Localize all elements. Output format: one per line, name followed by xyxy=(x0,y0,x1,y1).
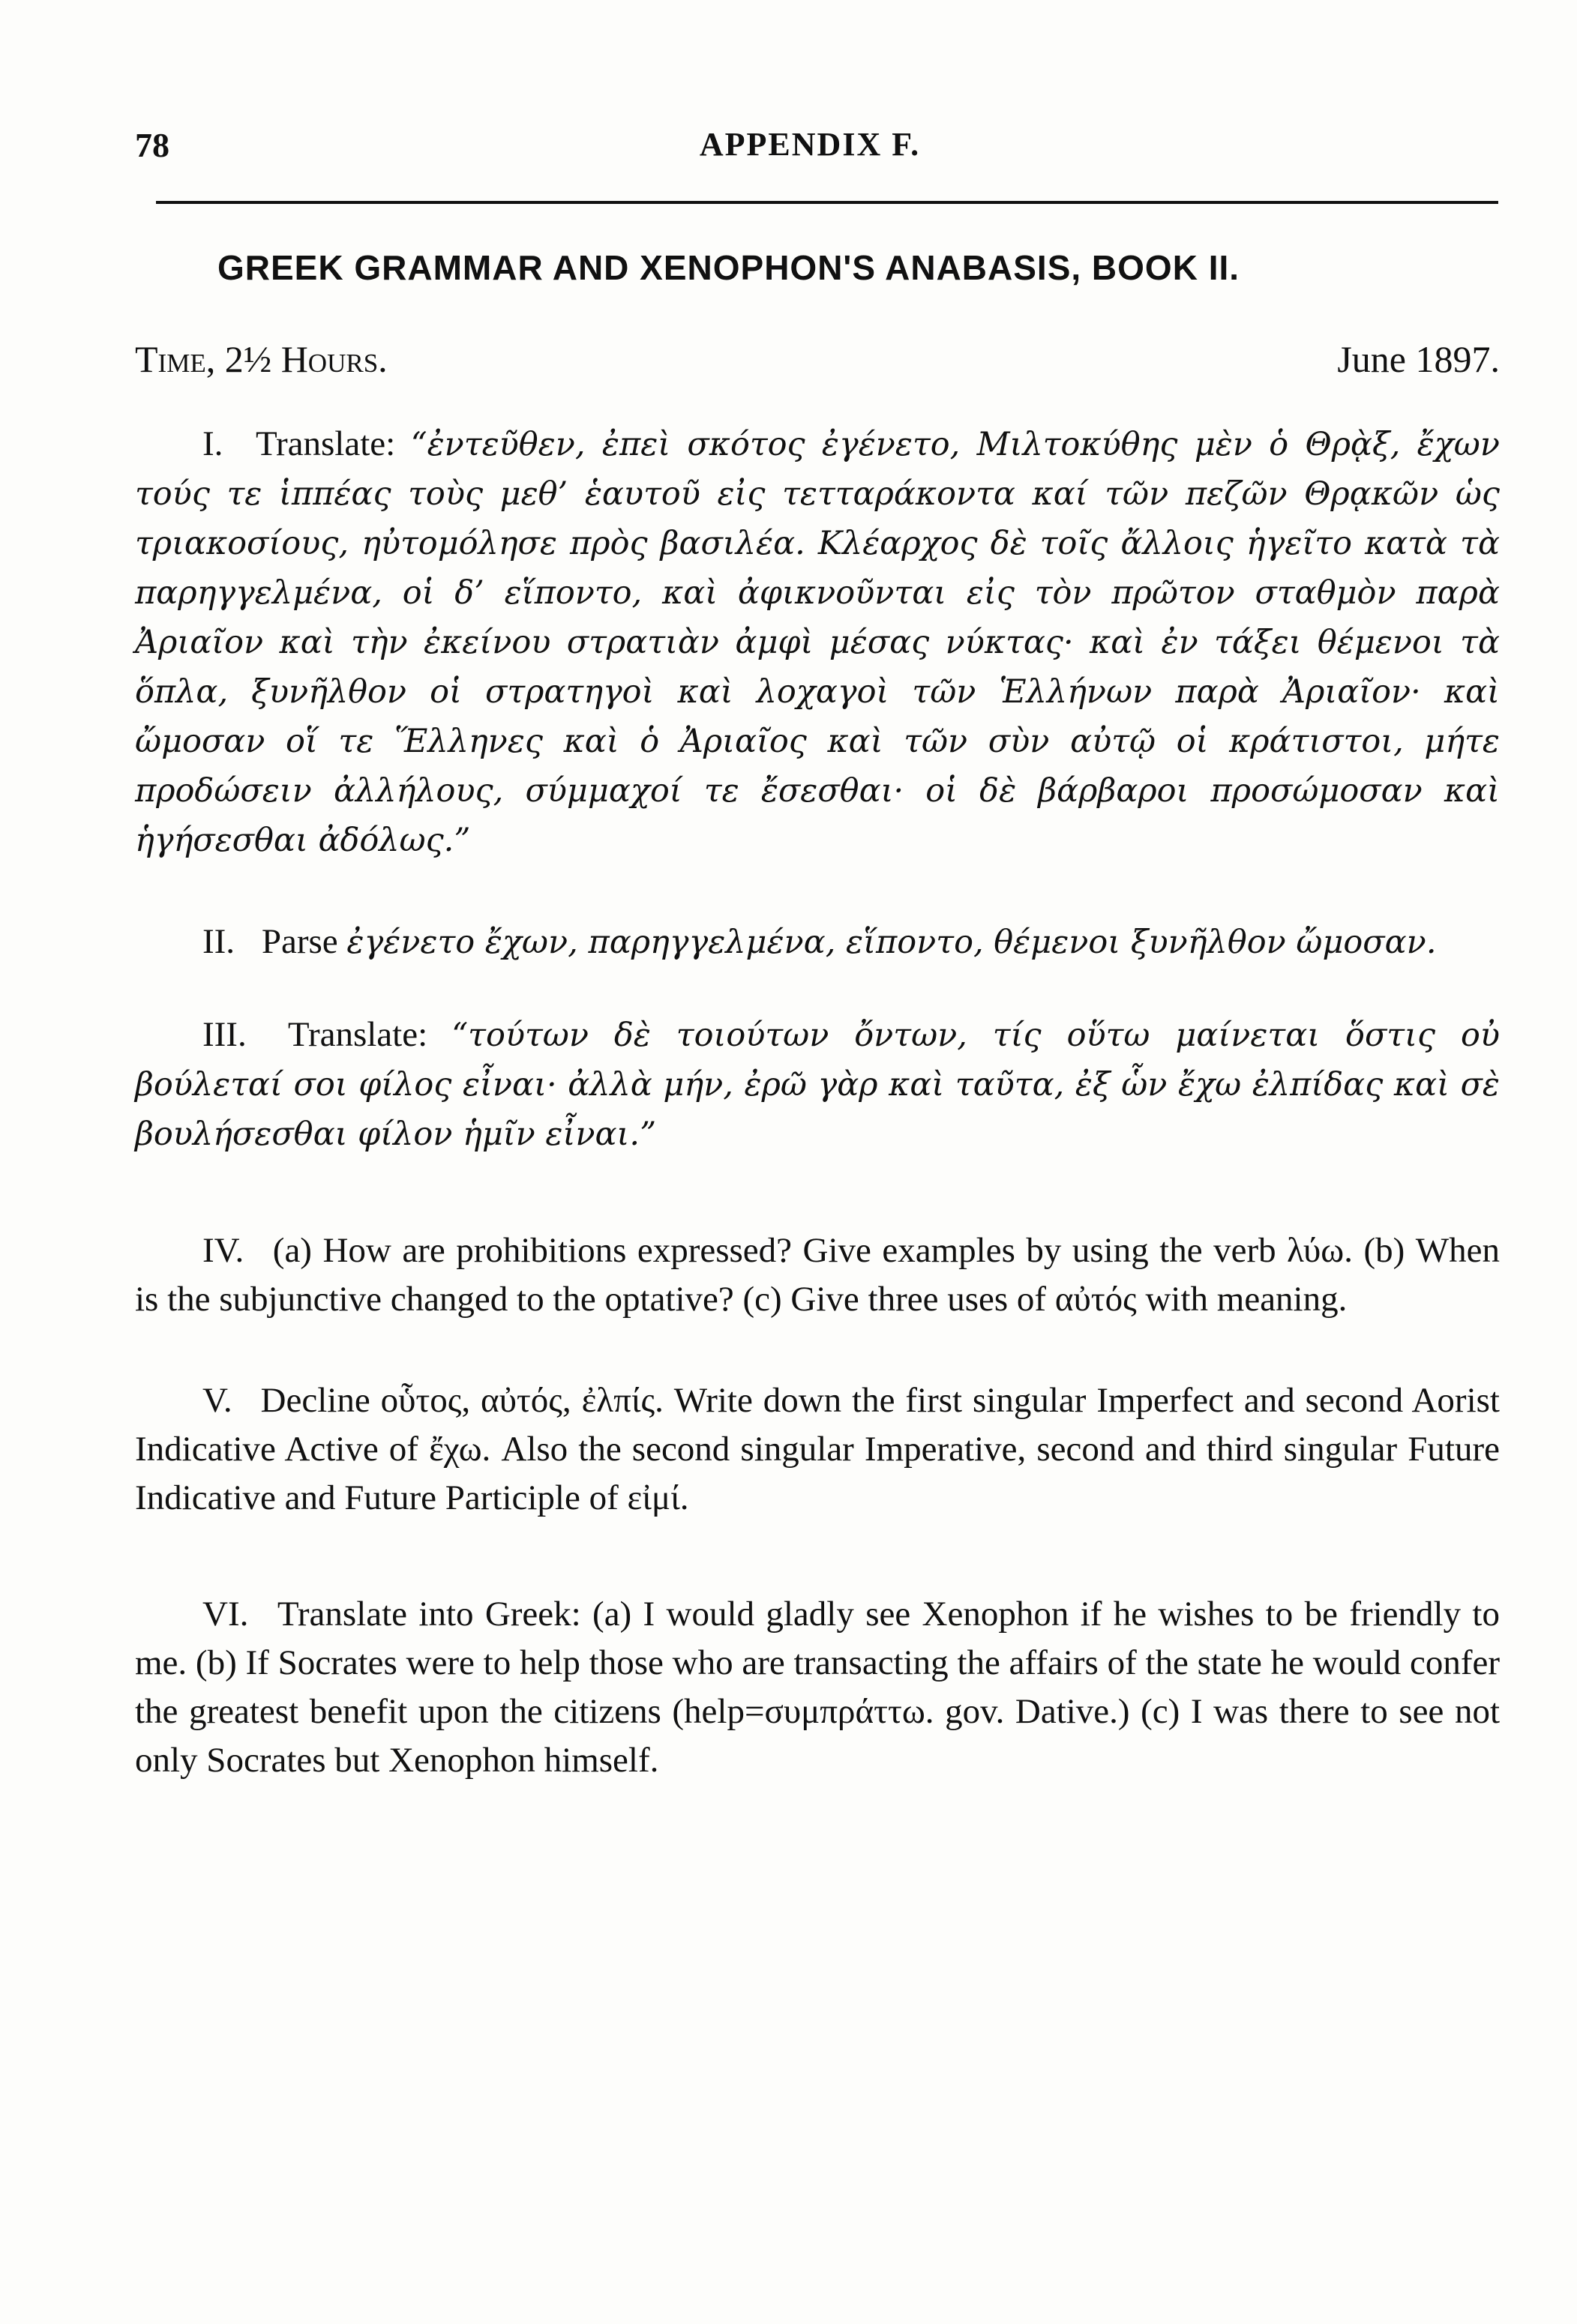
question-number: IV. xyxy=(202,1231,244,1270)
question-5 xyxy=(135,1376,1500,1523)
running-head: APPENDIX F. xyxy=(699,126,921,163)
page-number: 78 xyxy=(135,126,169,164)
exam-date: June 1897. xyxy=(1337,338,1500,380)
question-text: (a) How are prohibitions expressed? Give examples by using the verb λύω. (b) When is the subjunctive changed to the optative? (c) Give three uses of αὐτός with meaning. xyxy=(135,1231,1501,1319)
exam-title: GREEK GRAMMAR AND XENOPHON'S ANABASIS, BOOK II. xyxy=(217,248,1240,287)
question-4 xyxy=(135,1226,1500,1324)
question-2 xyxy=(135,918,1500,967)
questions xyxy=(135,420,1500,1785)
question-text: Translate into Greek: (a) I would gladly see Xenophon if he wishes to be friendly to me. (b) If Socrates were to help those who are transacting the affairs of the state he would confer the greatest benefit upon the citizens (help=συμπράττω. gov. Dative.) (c) I was there to see not only Socrates but Xenophon himself. xyxy=(135,1595,1500,1780)
question-6 xyxy=(135,1590,1500,1785)
question-number: III. xyxy=(202,1015,247,1054)
greek-words: ἐγένετο ἔχων, παρηγγελμένα, εἵποντο, θέμενοι ξυνῆλθον ὤμοσαν. xyxy=(346,924,1437,961)
greek-passage: “ἐντεῦθεν, ἐπεὶ σκότος ἐγένετο, Μιλτοκύθης μὲν ὁ Θρᾲξ, ἔχων τούς τε ἱππέας τοὺς μεθ’ ἑαυτοῦ εἰς τετταράκοντα καί τῶν πεζῶν Θρᾳκῶν ὡς τριακοσίους, ηὐτομόλησε πρὸς βασιλέα. Κλέαρχος δὲ τοῖς ἄλλοις ἡγεῖτο κατὰ τὰ παρηγγελμένα, οἱ δ’ εἵποντο, καὶ ἀφικνοῦνται εἰς τὸν πρῶτον σταθμὸν παρὰ Ἀριαῖον καὶ τὴν ἐκείνου στρατιὰν ἀμφὶ μέσας νύκτας· καὶ ἐν τάξει θέμενοι τὰ ὅπλα, ξυνῆλθον οἱ στρατηγοὶ καὶ λοχαγοὶ τῶν Ἑλλήνων παρὰ Ἀριαῖον· καὶ ὤμοσαν οἵ τε Ἕλληνες καὶ ὁ Ἀριαῖος καὶ τῶν σὺν αὐτῷ οἱ κράτιστοι, μήτε προδώσειν ἀλλήλους, σύμμαχοί τε ἔσεσθαι· οἱ δὲ βάρβαροι προσώμοσαν καὶ ἡγήσεσθαι ἀδόλως.” xyxy=(135,426,1501,859)
question-1 xyxy=(135,420,1500,865)
question-lead: Translate: xyxy=(255,424,396,463)
greek-passage: “τούτων δὲ τοιούτων ὄντων, τίς οὕτω μαίνεται ὅστις οὐ βούλεταί σοι φίλος εἶναι· ἀλλὰ μήν, ἐρῶ γὰρ καὶ ταῦτα, ἐξ ὧν ἔχω ἐλπίδας καὶ σὲ βουλήσεσθαι φίλον ἡμῖν εἶναι.” xyxy=(135,1017,1500,1153)
question-number: I. xyxy=(202,424,223,463)
question-number: VI. xyxy=(202,1595,249,1634)
question-lead: Parse xyxy=(261,922,338,961)
page-header xyxy=(135,116,1485,176)
question-number: V. xyxy=(202,1381,232,1420)
header-rule xyxy=(156,201,1498,204)
question-number: II. xyxy=(202,922,235,961)
exam-time: Time, 2½ Hours. xyxy=(135,338,388,380)
exam-meta xyxy=(135,337,1500,390)
question-text: Decline οὗτος, αὐτός, ἐλπίς. Write down the first singular Imperfect and second Aorist Indicative Active of ἔχω. Also the second singular Imperative, second and third singular Future Indicative and Future Participle of εἰμί. xyxy=(135,1381,1500,1517)
question-lead: Translate: xyxy=(287,1015,428,1054)
question-3 xyxy=(135,1011,1500,1159)
